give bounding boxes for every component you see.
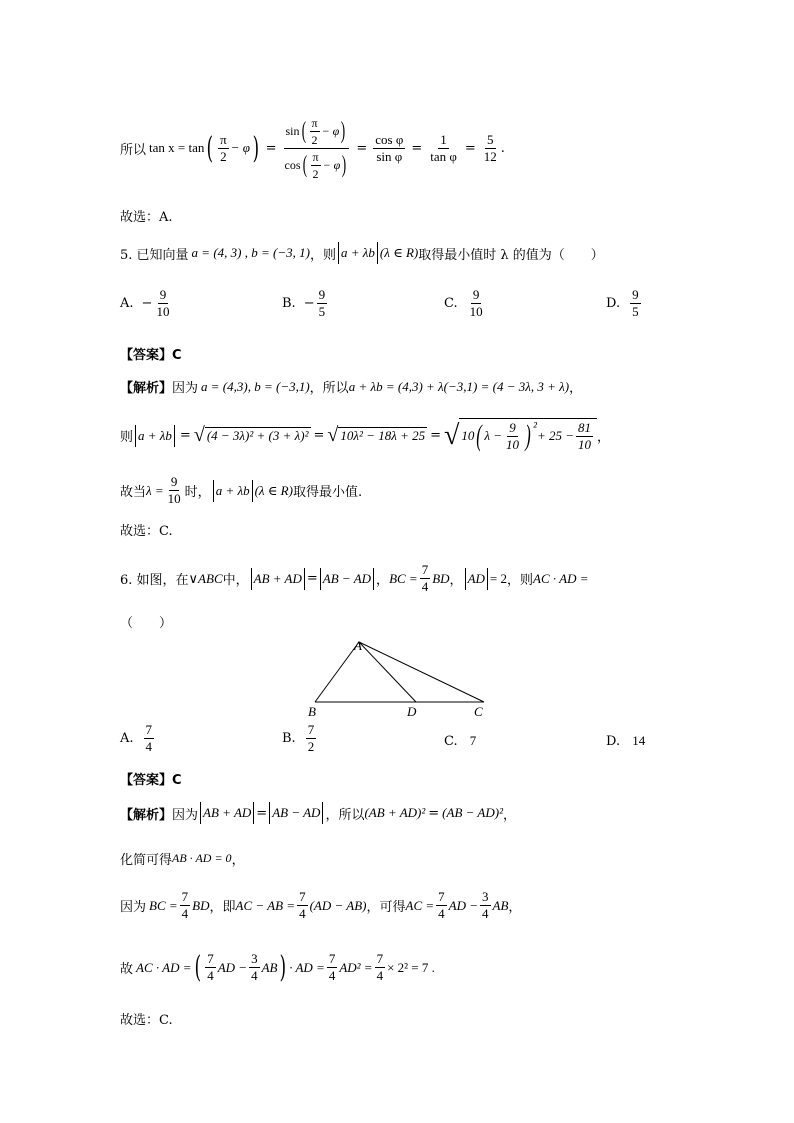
frac xyxy=(420,562,431,595)
den: 4 xyxy=(207,968,214,983)
num: 7 xyxy=(299,889,306,904)
t: × 2² = 7 . xyxy=(387,959,435,975)
t: = xyxy=(313,428,325,443)
t: ， xyxy=(231,853,245,868)
abs-bar-right xyxy=(377,242,378,264)
sqrt-body: 10λ² − 18λ + 25 xyxy=(340,428,426,443)
pi: π xyxy=(311,115,318,130)
abs-bar xyxy=(174,425,175,447)
q5-analysis-line2 xyxy=(120,418,610,453)
t: a + λb xyxy=(215,482,250,498)
cos: cos xyxy=(284,158,301,172)
t: ， xyxy=(569,381,583,396)
t: ，即 xyxy=(209,900,236,915)
num: 7 xyxy=(438,889,445,904)
abs-bar xyxy=(252,480,253,502)
abs-bar xyxy=(487,568,488,590)
t: BC = xyxy=(389,570,418,586)
option-label: D. xyxy=(606,734,621,749)
t: (λ ∈ R) xyxy=(254,482,293,498)
option-label: A. xyxy=(120,296,134,311)
paren: ( xyxy=(194,950,201,985)
t: ， xyxy=(508,900,522,915)
t: = 2 xyxy=(489,570,507,586)
two: 2 xyxy=(311,132,318,147)
edge-ad xyxy=(359,642,416,702)
den: 4 xyxy=(181,906,189,921)
vector-values: a = (4, 3) , b = (−3, 1) xyxy=(191,245,310,260)
frac-1-tan xyxy=(428,132,459,165)
t: ， xyxy=(449,573,463,588)
option-label: D. xyxy=(606,296,621,311)
text-lead: 所以 xyxy=(120,142,147,158)
q5-analysis-line3 xyxy=(120,474,362,507)
t: 6. 如图，在 xyxy=(120,573,189,588)
option-frac xyxy=(306,722,317,755)
abs-bar xyxy=(253,802,254,824)
t: ，可得 xyxy=(366,900,406,915)
prev-answer: 故选：A. xyxy=(120,210,173,225)
edge-ab xyxy=(315,642,359,702)
option-label: B. xyxy=(282,296,296,311)
eq4: = xyxy=(464,140,476,156)
t: = xyxy=(256,805,268,821)
frac xyxy=(205,951,216,984)
option-label: A. xyxy=(120,731,134,746)
option-value: 14 xyxy=(632,733,646,748)
q5-option-a[interactable] xyxy=(120,287,173,320)
frac xyxy=(180,889,191,922)
t: ， xyxy=(376,573,390,588)
q6-analysis-s4 xyxy=(120,950,435,985)
t: = xyxy=(428,805,440,821)
prev-equation xyxy=(120,108,505,188)
eq1: = xyxy=(265,140,277,156)
mphi: − φ xyxy=(321,124,340,138)
option-sign: − xyxy=(141,296,153,311)
paren-open: ( xyxy=(207,130,214,166)
t: 化简可得 xyxy=(120,853,173,868)
den: 2 xyxy=(307,739,315,754)
t: AD² = xyxy=(339,959,373,975)
num: 1 xyxy=(440,131,447,147)
abs-bar xyxy=(200,802,201,824)
frac xyxy=(327,951,338,984)
paren-close: ) xyxy=(252,130,259,166)
t: AD − xyxy=(217,959,248,975)
t: AC − AB = xyxy=(235,897,296,913)
t: a + λb xyxy=(138,427,172,443)
option-sign: − xyxy=(303,296,315,311)
frac xyxy=(436,889,447,922)
q5-answer: 【答案】C xyxy=(120,348,182,363)
t: 时， xyxy=(184,485,211,500)
q5-analysis-line1 xyxy=(120,377,582,396)
num: 7 xyxy=(207,951,214,966)
num: 7 xyxy=(181,889,189,904)
frac xyxy=(480,889,491,922)
frac xyxy=(297,889,308,922)
den: 10 xyxy=(167,491,181,506)
t: = xyxy=(179,428,191,443)
t: a + λb = (4,3) + λ(−3,1) = (4 − 3λ, 3 + λ) xyxy=(348,378,570,394)
num: 9 xyxy=(509,419,516,435)
q5-option-b[interactable] xyxy=(282,287,329,320)
t: ² xyxy=(533,419,537,434)
t: AB xyxy=(492,897,509,913)
q5-option-c[interactable] xyxy=(444,287,487,320)
frac xyxy=(249,951,260,984)
t: + 25 − xyxy=(536,428,574,443)
t: ，则 xyxy=(507,573,534,588)
option-frac xyxy=(144,722,155,755)
frac-sin-cos: sin ( $\frac{\pi}{2}$ − φ ) cos ( $\frac{\pi}{2}$ − φ ) xyxy=(283,115,351,182)
den: 4 xyxy=(376,968,384,983)
t: AB − AD xyxy=(272,805,321,820)
num: 9 xyxy=(159,287,167,302)
den: 4 xyxy=(145,739,153,754)
num: 3 xyxy=(251,951,258,966)
t: 故当 xyxy=(120,485,147,500)
sqrt-body-big: 10 ( λ − $\frac{9}{10}$ ) ² + 25 − $\frac{81}{10}$ xyxy=(459,418,597,453)
eq3: = xyxy=(411,140,423,156)
t: AB + AD xyxy=(203,805,252,820)
den: 12 xyxy=(483,148,497,164)
t: AB + AD xyxy=(253,570,302,586)
label-d: D xyxy=(407,704,417,719)
abs-bar xyxy=(304,568,305,590)
frac-cos-sin xyxy=(373,132,405,165)
sqrt-sign: √ xyxy=(327,424,339,446)
pi: π xyxy=(312,149,319,164)
t: (AD − AB) xyxy=(309,897,367,913)
tail: 取得最小值时 λ 的值为（ ） xyxy=(418,247,604,263)
num: 7 xyxy=(145,722,153,737)
den: 4 xyxy=(421,579,429,594)
num: 7 xyxy=(328,951,336,966)
num: π xyxy=(220,131,227,147)
analysis-head: 【解析】 xyxy=(120,807,173,823)
stem-text: 5. 已知向量 xyxy=(120,247,189,263)
q5-final: 故选：C. xyxy=(120,524,173,539)
den: 5 xyxy=(632,304,639,319)
t: BD xyxy=(432,570,450,586)
t: · AD = xyxy=(289,959,325,975)
abs-bar xyxy=(320,568,321,590)
minus-phi: − φ xyxy=(230,140,250,155)
t: λ − xyxy=(484,428,503,443)
abs-bar xyxy=(373,568,374,590)
t: AC = xyxy=(405,897,435,913)
eq2: = xyxy=(356,140,368,156)
t: ， xyxy=(502,807,516,823)
den: 4 xyxy=(438,906,445,921)
analysis-head: 【解析】 xyxy=(120,381,173,396)
label-b: B xyxy=(308,704,316,719)
option-frac xyxy=(317,287,328,320)
t: (AB + AD)² xyxy=(364,805,426,820)
t: a = (4,3), b = (−3,1) xyxy=(201,378,310,394)
q6-analysis-s1 xyxy=(120,802,516,824)
t: 10 xyxy=(461,428,475,443)
t: (AB − AD)² xyxy=(442,805,503,820)
frac xyxy=(375,951,386,984)
t: AD xyxy=(467,570,485,586)
option-label: B. xyxy=(282,731,296,746)
option-frac xyxy=(468,287,485,320)
t: λ = xyxy=(146,482,164,498)
edge-ac xyxy=(359,642,484,702)
q6-analysis-s2 xyxy=(120,849,245,868)
tanx: tan x = tan xyxy=(149,140,205,155)
t: = xyxy=(430,428,442,443)
sin: sin xyxy=(285,124,300,138)
q6-option-c[interactable] xyxy=(444,733,476,749)
t: AC · AD = xyxy=(136,959,192,975)
t: AB xyxy=(261,959,278,975)
den: 5 xyxy=(318,304,326,319)
t: ，所以 xyxy=(309,381,349,396)
q6-option-b[interactable] xyxy=(282,722,318,755)
num: cos φ xyxy=(375,131,404,147)
option-value: 7 xyxy=(469,733,477,748)
label-a: A xyxy=(354,638,362,653)
den: 4 xyxy=(328,968,336,983)
t: ， xyxy=(597,430,611,445)
expr: a + λb xyxy=(340,245,375,260)
num: 7 xyxy=(376,951,384,966)
t: 因为 xyxy=(120,900,147,915)
mphi: − φ xyxy=(322,158,341,172)
den: 4 xyxy=(251,968,258,983)
abs-bar xyxy=(269,802,270,824)
t: 故 xyxy=(120,962,134,977)
num: 81 xyxy=(578,419,591,435)
den: 10 xyxy=(578,436,591,452)
t: BD xyxy=(192,897,210,913)
num: 3 xyxy=(482,889,489,904)
den: 10 xyxy=(469,304,483,319)
t: ，所以 xyxy=(325,807,365,823)
t: AB − AD xyxy=(322,570,372,586)
paren: ) xyxy=(280,950,287,985)
cond: (λ ∈ R) xyxy=(379,245,419,260)
t: 取得最小值. xyxy=(292,485,363,500)
frac-5-12 xyxy=(482,132,499,165)
q6-stem xyxy=(120,562,589,595)
num: 7 xyxy=(307,722,315,737)
t: = xyxy=(306,571,318,586)
t: AC · AD = xyxy=(533,570,589,586)
t: 则 xyxy=(120,430,134,445)
sqrt-body: (4 − 3λ)² + (3 + λ)² xyxy=(206,428,309,443)
t: 因为 xyxy=(172,381,199,396)
num: 9 xyxy=(170,474,178,489)
two: 2 xyxy=(312,166,319,181)
den: 10 xyxy=(156,304,170,319)
then-text: ，则 xyxy=(309,247,336,263)
option-frac xyxy=(154,287,171,320)
q6-paren: （ ） xyxy=(120,616,173,631)
t: AD − xyxy=(448,897,479,913)
abs-bar xyxy=(465,568,466,590)
option-frac xyxy=(630,287,641,320)
option-label: C. xyxy=(444,734,458,749)
t: 因为 xyxy=(172,807,199,823)
num: 7 xyxy=(421,562,429,577)
t: BC = xyxy=(149,897,178,913)
sqrt-sign: √ xyxy=(444,419,460,451)
q6-analysis-s3 xyxy=(120,889,521,922)
q6-option-a[interactable] xyxy=(120,722,156,755)
num: 9 xyxy=(472,287,480,302)
period: . xyxy=(500,140,505,156)
t: ∨ABC xyxy=(188,570,223,586)
abs-bar xyxy=(322,802,323,824)
q5-stem xyxy=(120,242,604,264)
den: 2 xyxy=(220,148,227,164)
q6-answer: 【答案】C xyxy=(120,773,182,788)
q6-option-d[interactable] xyxy=(606,733,645,749)
t: 中， xyxy=(222,573,249,588)
frac xyxy=(166,474,183,507)
q6-final: 故选：C. xyxy=(120,1013,173,1028)
abs-bar xyxy=(213,480,214,502)
option-label: C. xyxy=(444,296,458,311)
q5-option-d[interactable] xyxy=(606,287,643,320)
num: 9 xyxy=(632,287,639,302)
abs-bar-left xyxy=(338,242,339,264)
label-c: C xyxy=(474,704,483,719)
den: 4 xyxy=(299,906,306,921)
frac-pi2 xyxy=(218,132,229,165)
num: 5 xyxy=(487,131,494,147)
abs-bar xyxy=(251,568,252,590)
den: 10 xyxy=(506,436,520,452)
abs-bar xyxy=(135,425,136,447)
num: 9 xyxy=(318,287,326,302)
sqrt-sign: √ xyxy=(193,424,205,446)
t: AB · AD = 0 xyxy=(172,851,232,865)
den: 4 xyxy=(482,906,489,921)
triangle-figure xyxy=(300,636,500,722)
den: tan φ xyxy=(430,148,457,164)
den: sin φ xyxy=(376,148,403,164)
